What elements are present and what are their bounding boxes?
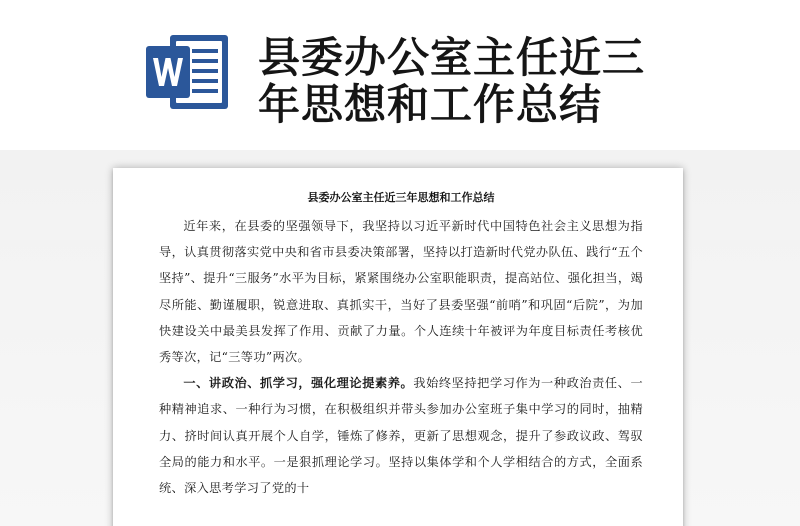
paragraph-intro-text: 近年来，在县委的坚强领导下，我坚持以习近平新时代中国特色社会主义思想为指导，认真贯彻落实党中央和省市县委决策部署，坚持以打造新时代党办队伍、践行“五个坚持”、提升“三服务”水平为目标，紧紧围绕办公室职能职责，提高站位、强化担当，竭尽所能、勤谨履职，锐意进取、真抓实干，当好了县委坚强“前哨”和巩固“后院”，为加快建设关中最美县发挥了作用、贡献了力量。个人连续十年被评为年度目标责任考核优秀等次，记“三等功”两次。 <box>159 219 643 365</box>
page-title-line-2: 年思想和工作总结 <box>258 80 603 129</box>
section-heading: 一、讲政治、抓学习，强化理论提素养。 <box>183 376 414 391</box>
document-page <box>113 168 683 526</box>
document-title: 县委办公室主任近三年思想和工作总结 <box>307 191 495 204</box>
header-banner <box>0 0 800 150</box>
page-title-line-1: 县委办公室主任近三 <box>258 33 646 82</box>
paragraph-section-1-text: 我始终坚持把学习作为一种政治责任、一种精神追求、一种行为习惯，在积极组织并带头参加办公室班子集中学习的同时，抽精力、挤时间认真开展个人自学，锤炼了修养，更新了思想观念，提升了参政议政、驾驭全局的能力和水平。一是狠抓理论学习。坚持以集体学和个人学相结合的方式，全面系统、深入思考学习了党的十 <box>159 376 643 496</box>
word-document-icon <box>144 32 230 112</box>
paragraph-section-1 <box>159 370 643 501</box>
paragraph-intro <box>159 213 643 370</box>
